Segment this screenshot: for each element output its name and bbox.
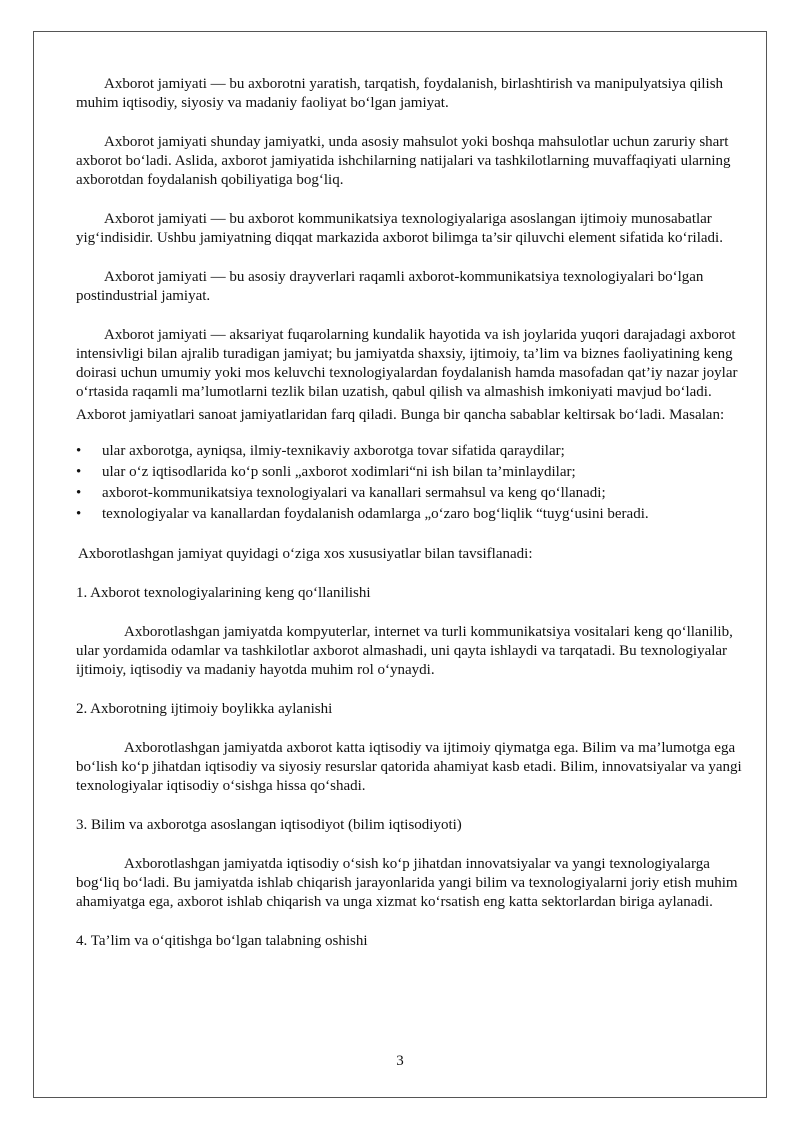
bullet-icon: • (76, 464, 82, 480)
section-body: Axborotlashgan jamiyatda axborot katta iqtisodiy va ijtimoiy qiymatga ega. Bilim va ma’lumotga ega bo‘lish ko‘p jihatdan iqtisodiy va siyosiy resurslar qatorida ahamiyat kasb etadi. Bilim, innovatsiyalar va yangi texnologiyalar iqtisodiy o‘sishga hissa qo‘shadi. (76, 740, 742, 794)
section-heading: 4. Ta’lim va o‘qitishga bo‘lgan talabning oshishi (76, 933, 368, 949)
paragraph-definition-1: Axborot jamiyati — bu axborotni yaratish, tarqatish, foydalanish, birlashtirish va manipulyatsiya qilish muhim iqtisodiy, siyosiy va madaniy faoliyat bo‘lgan jamiyat. (76, 76, 724, 111)
section-body: Axborotlashgan jamiyatda kompyuterlar, internet va turli kommunikatsiya vositalari keng qo‘llanilib, ular yordamida odamlar va tashkilotlar axborot almashadi, uni qayta ishlaydi va tarqatadi. Bu texnologiyalar ijtimoiy, iqtisodiy va madaniy hayotda muhim rol o‘ynaydi. (76, 624, 733, 678)
list-item (76, 483, 748, 504)
section-heading: 2. Axborotning ijtimoiy boylikka aylanishi (76, 701, 333, 717)
list-item (76, 504, 748, 525)
list-item-text: axborot-kommunikatsiya texnologiyalari va kanallari sermahsul va keng qo‘llanadi; (102, 485, 606, 501)
section-body: Axborotlashgan jamiyatda iqtisodiy o‘sish ko‘p jihatdan innovatsiyalar va yangi texnologiyalarga bog‘liq bo‘ladi. Bu jamiyatda ishlab chiqarish jarayonlarida yangi bilim va texnologiyalarni joriy etish muhim ahamiyatga ega, axborot ishlab chiqarish va unga xizmat ko‘rsatish eng katta sektorlardan biriga aylanadi. (76, 856, 738, 910)
paragraph-definition-4: Axborot jamiyati — bu asosiy drayverlari raqamli axborot-kommunikatsiya texnologiyalari bo‘lgan postindustrial jamiyat. (76, 269, 704, 304)
list-item-text: ular axborotga, ayniqsa, ilmiy-texnikaviy axborotga tovar sifatida qaraydilar; (102, 443, 565, 459)
document-body (76, 75, 748, 951)
section-heading: 3. Bilim va axborotga asoslangan iqtisodiyot (bilim iqtisodiyoti) (76, 817, 462, 833)
list-item-text: ular o‘z iqtisodlarida ko‘p sonli „axborot xodimlari“ni ish bilan ta’minlaydilar; (102, 464, 576, 480)
list-item (76, 441, 748, 462)
bullet-icon: • (76, 506, 82, 522)
paragraph-differences: Axborot jamiyatlari sanoat jamiyatlaridan farq qiladi. Bunga bir qancha sabablar keltirsak bo‘ladi. Masalan: (76, 407, 725, 423)
paragraph-definition-3: Axborot jamiyati — bu axborot kommunikatsiya texnologiyalariga asoslangan ijtimoiy munosabatlar yig‘indisidir. Ushbu jamiyatning diqqat markazida axborot bilimga ta’sir qiluvchi element sifatida ko‘riladi. (76, 211, 723, 246)
page-number: 3 (396, 1053, 404, 1069)
bullet-icon: • (76, 443, 82, 459)
section-heading: 1. Axborot texnologiyalarining keng qo‘llanilishi (76, 585, 371, 601)
features-intro: Axborotlashgan jamiyat quyidagi o‘ziga xos xususiyatlar bilan tavsiflanadi: (78, 546, 533, 562)
list-item (76, 462, 748, 483)
differences-list (76, 441, 748, 525)
paragraph-definition-5: Axborot jamiyati — aksariyat fuqarolarning kundalik hayotida va ish joylarida yuqori darajadagi axborot intensivligi bilan ajralib turadigan jamiyat; bu jamiyatda shaxsiy, ijtimoiy, ta’lim va biznes faoliyatining keng doirasi uchun umumiy yoki mos keluvchi texnologiyalardan foydalanish hamda masofadan qat’iy nazar joylar o‘rtasida raqamli ma’lumotlarni tezlik bilan uzatish, qabul qilish va almashish imkoniyati mavjud bo‘ladi. (76, 327, 738, 400)
paragraph-definition-2: Axborot jamiyati shunday jamiyatki, unda asosiy mahsulot yoki boshqa mahsulotlar uchun zaruriy shart axborot bo‘ladi. Aslida, axborot jamiyatida ishchilarning natijalari va tashkilotlarning muvaffaqiyati ularning axborotdan foydalanish qobiliyatiga bog‘liq. (76, 134, 731, 188)
list-item-text: texnologiyalar va kanallardan foydalanish odamlarga „o‘zaro bog‘liqlik “tuyg‘usini beradi. (102, 506, 649, 522)
bullet-icon: • (76, 485, 82, 501)
